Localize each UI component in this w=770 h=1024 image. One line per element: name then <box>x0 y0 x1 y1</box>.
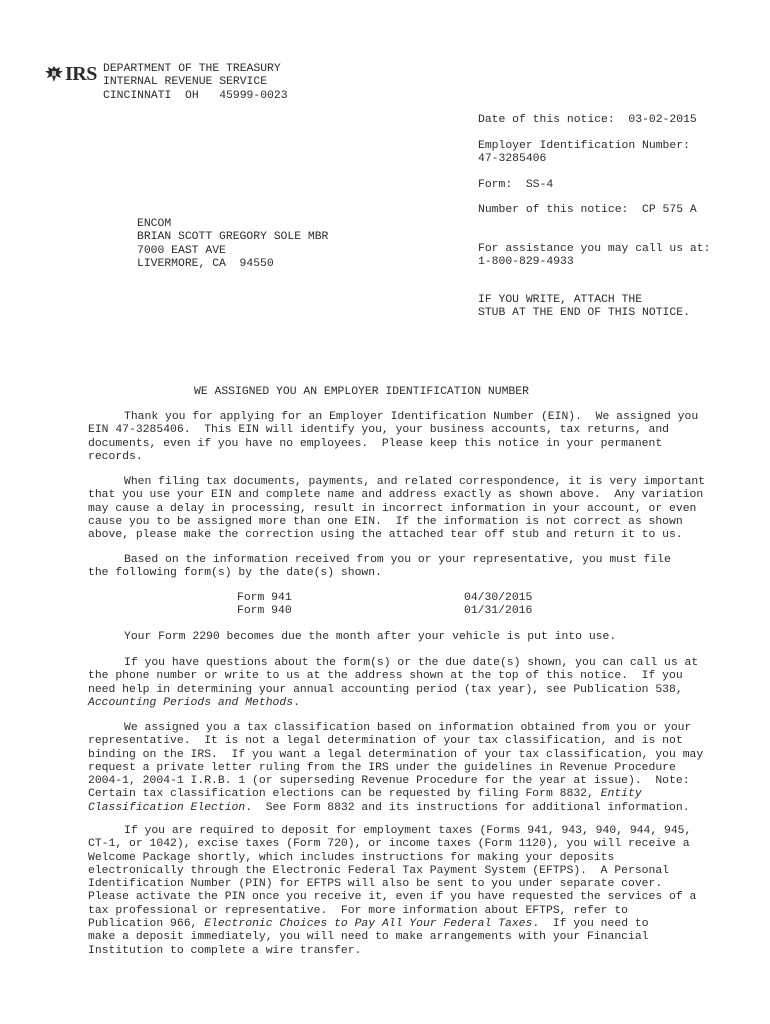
assistance-label: For assistance you may call us at: <box>478 243 711 255</box>
assistance-phone: 1-800-829-4933 <box>478 256 574 268</box>
paragraph-line: make a deposit immediately, you will need to make arrangements with your Financial <box>88 931 649 944</box>
sender-address <box>103 63 288 103</box>
paragraph-line: We assigned you a tax classification based on information obtained from you or your <box>124 722 692 734</box>
form-date-cell: 01/31/2016 <box>464 605 533 618</box>
sender-line: DEPARTMENT OF THE TREASURY <box>103 63 281 75</box>
paragraph-line: records. <box>88 450 143 463</box>
paragraph-line: the phone number or write to us at the address shown at the top of this notice. If you <box>88 670 683 683</box>
sender-line: INTERNAL REVENUE SERVICE <box>103 76 268 89</box>
paragraph-line: Welcome Package shortly, which includes instructions for making your deposits <box>88 851 615 864</box>
paragraph-tax-classification <box>88 722 728 815</box>
addressee-line: ENCOM <box>137 218 172 230</box>
publication-title: Electronic Choices to Pay All Your Federal Taxes <box>204 918 533 931</box>
paragraph-line: Accounting Periods and Methods. <box>88 696 300 709</box>
paragraph-line <box>88 788 728 801</box>
paragraph-line: the following form(s) by the date(s) shown. <box>88 567 382 580</box>
irs-logo <box>44 64 97 84</box>
paragraph-line: Identification Number (PIN) for EFTPS will also be sent to you under separate cover. <box>88 878 663 891</box>
paragraph-line: request a private letter ruling from the IRS under the guidelines in Revenue Procedure <box>88 761 676 774</box>
addressee-block <box>137 218 328 271</box>
paragraph-line: If you have questions about the form(s) or the due date(s) shown, you can call us at <box>124 657 699 669</box>
addressee-line: LIVERMORE, CA 94550 <box>137 257 274 270</box>
form-type: Form: SS-4 <box>478 179 554 191</box>
paragraph-line: Institution to complete a wire transfer. <box>88 944 362 957</box>
paragraph-filing-documents <box>88 476 728 542</box>
line-text: Certain tax classification elections can be requested by filing Form 8832, <box>88 788 601 801</box>
form-name-cell: Form 941 <box>237 592 292 604</box>
line-text: Publication 966, <box>88 918 205 931</box>
paragraph-line: If you are required to deposit for employment taxes (Forms 941, 943, 940, 944, 945, <box>124 825 692 837</box>
paragraph-line: documents, even if you have no employees. Please keep this notice in your permanent <box>88 437 663 450</box>
paragraph-line: CT-1, or 1042), excise taxes (Form 720), or income taxes (Form 1120), you will receive a <box>88 838 690 851</box>
paragraph-line: Please activate the PIN once you receive it, even if you have requested the services of a <box>88 891 697 904</box>
line-text: . See Form 8832 and its instructions for additional information. <box>245 801 690 814</box>
paragraph-line: Based on the information received from you or your representative, you must file <box>124 554 671 566</box>
addressee-line: BRIAN SCOTT GREGORY SOLE MBR <box>137 231 329 244</box>
table-row <box>237 592 532 605</box>
notice-date: Date of this notice: 03-02-2015 <box>478 114 697 126</box>
write-instruction-line: STUB AT THE END OF THIS NOTICE. <box>478 307 690 319</box>
paragraph-line: need help in determining your annual accounting period (tax year), see Publication 538, <box>88 683 683 696</box>
paragraph-required-forms <box>88 554 728 581</box>
line-text: . If you need to <box>532 918 649 931</box>
paragraph-line: that you use your EIN and complete name and address exactly as shown above. Any variation <box>88 489 704 502</box>
ein-label: Employer Identification Number: <box>478 140 690 152</box>
paragraph-line: binding on the IRS. If you want a legal determination of your tax classification, you may <box>88 748 704 761</box>
paragraph-line: tax professional or representative. For more information about EFTPS, refer to <box>88 904 629 917</box>
publication-title: Accounting Periods and Methods <box>88 696 294 709</box>
paragraph-line: Thank you for applying for an Employer Identification Number (EIN). We assigned you <box>124 411 699 423</box>
form-title: Classification Election <box>88 801 246 814</box>
paragraph-line: may cause a delay in processing, result in incorrect information in your account, or even <box>88 502 697 515</box>
paragraph-form-2290 <box>88 631 728 644</box>
paragraph-line: electronically through the Electronic Federal Tax Payment System (EFTPS). A Personal <box>88 864 670 877</box>
table-row <box>237 605 532 618</box>
paragraph-line: cause you to be assigned more than one EIN. If the information is not correct as shown <box>88 515 683 528</box>
paragraph-line: When filing tax documents, payments, and related correspondence, it is very important <box>124 476 706 488</box>
form-date-cell: 04/30/2015 <box>464 592 533 604</box>
paragraph-line <box>88 918 728 931</box>
notice-number: Number of this notice: CP 575 A <box>478 204 697 216</box>
write-instruction-line: IF YOU WRITE, ATTACH THE <box>478 294 643 306</box>
addressee-line: 7000 EAST AVE <box>137 244 226 257</box>
paragraph-line: 2004-1, 2004-1 I.R.B. 1 (or superseding Revenue Procedure for the year at issue). Note: <box>88 775 690 788</box>
ein-value: 47-3285406 <box>478 153 547 165</box>
forms-due-table <box>237 592 532 619</box>
paragraph-line: representative. It is not a legal determination of your tax classification, and is not <box>88 735 683 748</box>
irs-logo-text: IRS <box>65 63 97 85</box>
sender-line: CINCINNATI OH 45999-0023 <box>103 89 288 102</box>
paragraph-line: EIN 47-3285406. This EIN will identify you, your business accounts, tax returns, and <box>88 424 670 437</box>
irs-eagle-icon <box>44 65 64 83</box>
paragraph-questions <box>88 657 728 710</box>
paragraph-eftps <box>88 825 728 958</box>
paragraph-ein-assigned <box>88 411 728 464</box>
form-name-cell: Form 940 <box>237 605 292 618</box>
form-title: Entity <box>600 788 642 801</box>
paragraph-line: above, please make the correction using the attached tear off stub and return it to us. <box>88 529 683 542</box>
notice-title: WE ASSIGNED YOU AN EMPLOYER IDENTIFICATION NUMBER <box>194 386 529 398</box>
paragraph-line: Your Form 2290 becomes due the month after your vehicle is put into use. <box>124 631 617 643</box>
paragraph-line <box>88 802 728 815</box>
